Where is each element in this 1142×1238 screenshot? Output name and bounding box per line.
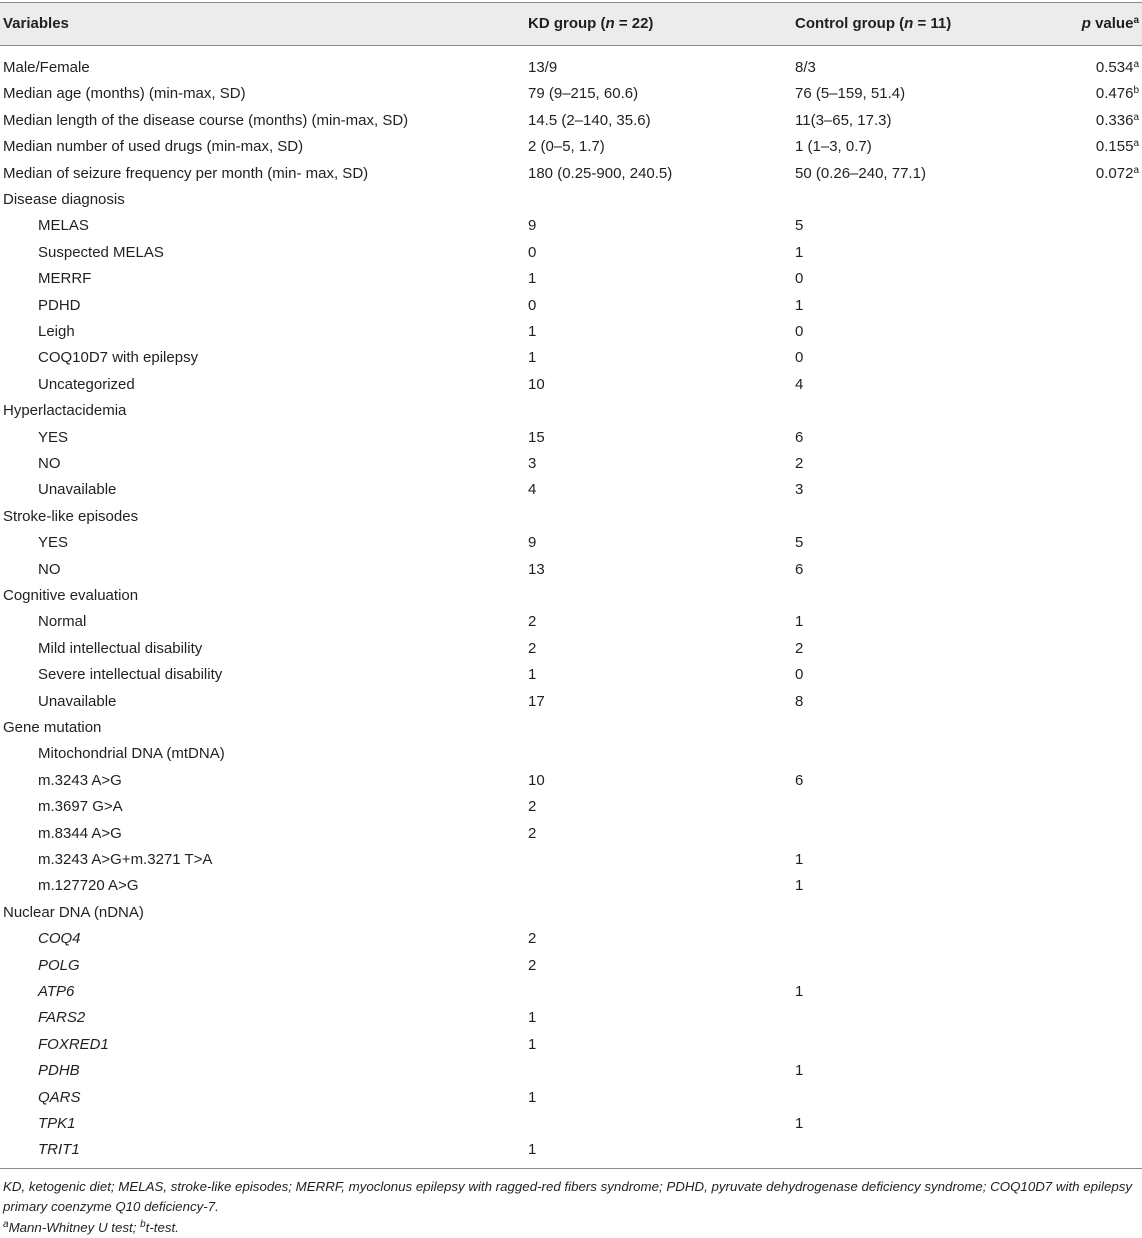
cell-variable: YES <box>38 534 69 552</box>
cell-variable: Uncategorized <box>38 375 135 393</box>
cell-kd-group: 1 <box>528 1009 537 1027</box>
table-row <box>0 239 1142 265</box>
cell-control-group: 6 <box>795 771 804 789</box>
cell-variable: Stroke-like episodes <box>3 507 139 525</box>
p-value-number: 0.155 <box>1095 138 1134 156</box>
cell-variable: Male/Female <box>3 59 90 76</box>
table-row <box>0 503 1142 529</box>
cell-variable: NO <box>38 455 61 472</box>
cell-kd-group: 2 <box>528 956 537 974</box>
cell-variable: FARS2 <box>38 1009 86 1027</box>
cell-control-group: 8/3 <box>795 59 816 76</box>
footnote-test-b: t-test. <box>145 1220 179 1235</box>
table-row <box>0 608 1142 634</box>
cell-variable: FOXRED1 <box>38 1035 109 1053</box>
cell-kd-group: 4 <box>528 481 537 499</box>
cell-variable: m.8344 A>G <box>38 824 122 842</box>
cell-kd-group: 0 <box>528 243 537 261</box>
cell-kd-group: 10 <box>528 375 545 393</box>
table-row <box>0 186 1142 212</box>
cell-variable: Gene mutation <box>3 719 102 736</box>
table-row <box>0 820 1142 846</box>
table-row <box>0 635 1142 661</box>
table-row <box>0 344 1142 370</box>
cell-kd-group: 13/9 <box>528 59 558 76</box>
cell-variable: PDHD <box>38 296 81 314</box>
p-value-number: 0.072 <box>1095 164 1134 182</box>
cell-variable: Mild intellectual disability <box>38 639 203 657</box>
cell-kd-group: 1 <box>528 1035 537 1053</box>
footnote-sup-b: b <box>140 1219 146 1230</box>
cell-control-group: 0 <box>795 270 804 288</box>
cell-kd-group: 1 <box>528 323 537 340</box>
cell-variable: COQ10D7 with epilepsy <box>38 349 199 367</box>
cell-variable: Suspected MELAS <box>38 243 164 261</box>
cell-p-value <box>1096 138 1139 155</box>
cell-kd-group: 14.5 (2–140, 35.6) <box>528 111 651 129</box>
table-row <box>0 292 1142 318</box>
table-row <box>0 529 1142 555</box>
header-kd-suffix: = 22) <box>614 15 654 32</box>
cell-kd-group: 2 <box>528 930 537 948</box>
cell-control-group: 1 (1–3, 0.7) <box>795 138 872 156</box>
cell-kd-group: 2 <box>528 798 537 816</box>
cell-control-group: 0 <box>795 349 804 367</box>
table-header-row <box>0 3 1142 46</box>
cell-control-group: 0 <box>795 666 804 684</box>
cell-variable: Median number of used drugs (min-max, SD) <box>3 138 304 156</box>
footnote-test-a: Mann-Whitney U test; <box>8 1220 141 1235</box>
cell-kd-group: 2 <box>528 639 537 657</box>
cell-control-group: 8 <box>795 692 804 710</box>
cell-kd-group: 10 <box>528 771 545 789</box>
p-value-number: 0.336 <box>1095 111 1134 129</box>
table-row <box>0 133 1142 159</box>
cell-variable: Cognitive evaluation <box>3 587 139 604</box>
table-row <box>0 714 1142 740</box>
table-row <box>0 899 1142 925</box>
table-bottom-rule <box>0 1168 1142 1169</box>
cell-variable: m.127720 A>G <box>38 877 139 895</box>
cell-kd-group: 79 (9–215, 60.6) <box>528 85 639 103</box>
cell-variable: MELAS <box>38 217 89 235</box>
table-row <box>0 1136 1142 1162</box>
cell-variable: Median of seizure frequency per month (min- max, SD) <box>3 164 369 182</box>
cell-kd-group: 2 (0–5, 1.7) <box>528 138 605 156</box>
header-kd-prefix: KD group ( <box>528 15 606 32</box>
cell-variable: POLG <box>38 956 80 974</box>
cell-variable: Unavailable <box>38 692 117 710</box>
cell-variable: Hyperlactacidemia <box>3 402 127 420</box>
cell-kd-group: 1 <box>528 349 537 367</box>
table-row <box>0 54 1142 80</box>
table-row <box>0 450 1142 476</box>
cell-variable: Mitochondrial DNA (mtDNA) <box>38 745 225 763</box>
cell-variable: TPK1 <box>38 1115 76 1132</box>
table-row <box>0 1057 1142 1083</box>
table-row <box>0 582 1142 608</box>
table-row <box>0 476 1142 502</box>
p-value-superscript: b <box>1133 85 1139 97</box>
cell-kd-group: 2 <box>528 824 537 842</box>
header-kd-group <box>528 15 653 32</box>
cell-kd-group: 1 <box>528 1141 537 1159</box>
table-row <box>0 1031 1142 1057</box>
table-row <box>0 767 1142 793</box>
table-row <box>0 688 1142 714</box>
table-row <box>0 793 1142 819</box>
cell-variable: Median age (months) (min-max, SD) <box>3 85 246 103</box>
p-value-superscript: a <box>1133 164 1139 176</box>
cell-variable: Severe intellectual disability <box>38 666 223 684</box>
header-p-sup: a <box>1133 15 1139 26</box>
cell-p-value <box>1096 59 1139 76</box>
cell-variable: m.3697 G>A <box>38 798 123 816</box>
cell-variable: Median length of the disease course (months) (min-max, SD) <box>3 111 409 129</box>
cell-control-group: 1 <box>795 877 804 895</box>
cell-kd-group: 0 <box>528 296 537 314</box>
cell-kd-group: 1 <box>528 270 537 288</box>
cell-variable: m.3243 A>G <box>38 771 122 789</box>
cell-control-group: 3 <box>795 481 804 499</box>
table-row <box>0 556 1142 582</box>
cell-variable: TRIT1 <box>38 1141 80 1159</box>
header-p-value <box>1082 15 1139 32</box>
cell-variable: Nuclear DNA (nDNA) <box>3 903 144 921</box>
cell-variable: Unavailable <box>38 481 117 499</box>
cell-kd-group: 2 <box>528 613 537 631</box>
cell-kd-group: 17 <box>528 692 545 710</box>
p-value-number: 0.476 <box>1095 85 1134 103</box>
cell-control-group: 1 <box>795 1115 804 1132</box>
cell-variable: NO <box>38 560 61 578</box>
p-value-superscript: a <box>1133 59 1139 70</box>
cell-control-group: 1 <box>795 851 804 868</box>
header-variables: Variables <box>3 15 69 32</box>
cell-control-group: 50 (0.26–240, 77.1) <box>795 164 926 182</box>
cell-kd-group: 3 <box>528 455 537 472</box>
table-row <box>0 80 1142 106</box>
table-row <box>0 107 1142 133</box>
cell-variable: PDHB <box>38 1062 80 1080</box>
cell-p-value <box>1096 165 1139 182</box>
cell-control-group: 5 <box>795 217 804 235</box>
cell-kd-group: 9 <box>528 534 537 552</box>
table-row <box>0 212 1142 238</box>
header-control-suffix: = 11) <box>913 15 952 32</box>
cell-control-group: 1 <box>795 1062 804 1080</box>
cell-variable: MERRF <box>38 270 92 288</box>
cell-kd-group: 15 <box>528 428 545 446</box>
cell-kd-group: 1 <box>528 1088 537 1106</box>
cell-control-group: 5 <box>795 534 804 552</box>
cell-control-group: 2 <box>795 639 804 657</box>
p-value-superscript: a <box>1133 111 1139 123</box>
cell-variable: Disease diagnosis <box>3 191 125 208</box>
cell-control-group: 6 <box>795 428 804 446</box>
table-row <box>0 978 1142 1004</box>
table-row <box>0 1084 1142 1110</box>
cell-control-group: 1 <box>795 613 804 631</box>
cell-kd-group: 180 (0.25-900, 240.5) <box>528 164 673 182</box>
cell-control-group: 0 <box>795 323 804 340</box>
cell-variable: QARS <box>38 1088 81 1106</box>
table-row <box>0 1110 1142 1136</box>
header-control-n: n <box>904 15 914 32</box>
cell-control-group: 1 <box>795 243 804 261</box>
cell-p-value <box>1096 85 1139 102</box>
cell-p-value <box>1096 112 1139 129</box>
footnote-tests <box>3 1218 1139 1238</box>
cell-control-group: 1 <box>795 983 804 1000</box>
table-row <box>0 661 1142 687</box>
table-row <box>0 160 1142 186</box>
cell-variable: Leigh <box>38 323 75 340</box>
table-row <box>0 424 1142 450</box>
cell-control-group: 2 <box>795 455 804 472</box>
cell-kd-group: 9 <box>528 217 537 235</box>
header-kd-n: n <box>605 15 615 32</box>
footnote-sup-a: a <box>3 1219 9 1230</box>
cell-variable: m.3243 A>G+m.3271 T>A <box>38 851 213 868</box>
table-row <box>0 952 1142 978</box>
cell-control-group: 11(3–65, 17.3) <box>795 111 892 129</box>
table-row <box>0 925 1142 951</box>
table-row <box>0 1004 1142 1030</box>
cell-variable: ATP6 <box>38 983 75 1000</box>
header-control-group <box>795 15 951 32</box>
table-row <box>0 740 1142 766</box>
cell-control-group: 6 <box>795 560 804 578</box>
table-row <box>0 318 1142 344</box>
cell-kd-group: 1 <box>528 666 537 684</box>
table-row <box>0 397 1142 423</box>
header-p-rest: value <box>1090 15 1134 32</box>
cell-control-group: 4 <box>795 375 804 393</box>
cell-variable: COQ4 <box>38 930 81 948</box>
cell-control-group: 1 <box>795 296 804 314</box>
cell-variable: YES <box>38 428 69 446</box>
table-row <box>0 371 1142 397</box>
cell-variable: Normal <box>38 613 87 631</box>
header-p-italic: p <box>1081 15 1091 32</box>
table-row <box>0 872 1142 898</box>
footnote-abbreviations: KD, ketogenic diet; MELAS, stroke-like episodes; MERRF, myoclonus epilepsy with ragged-red fibers syndrome; PDHD, pyruvate dehydrogenase deficiency syndrome; COQ10D7 with epilepsy primary coenzyme Q10 deficiency-7. <box>3 1179 1133 1214</box>
cell-control-group: 76 (5–159, 51.4) <box>795 85 906 103</box>
cell-kd-group: 13 <box>528 560 545 578</box>
table-row <box>0 846 1142 872</box>
header-control-prefix: Control group ( <box>795 15 905 32</box>
p-value-number: 0.534 <box>1095 59 1134 76</box>
table-row <box>0 265 1142 291</box>
p-value-superscript: a <box>1133 138 1139 150</box>
